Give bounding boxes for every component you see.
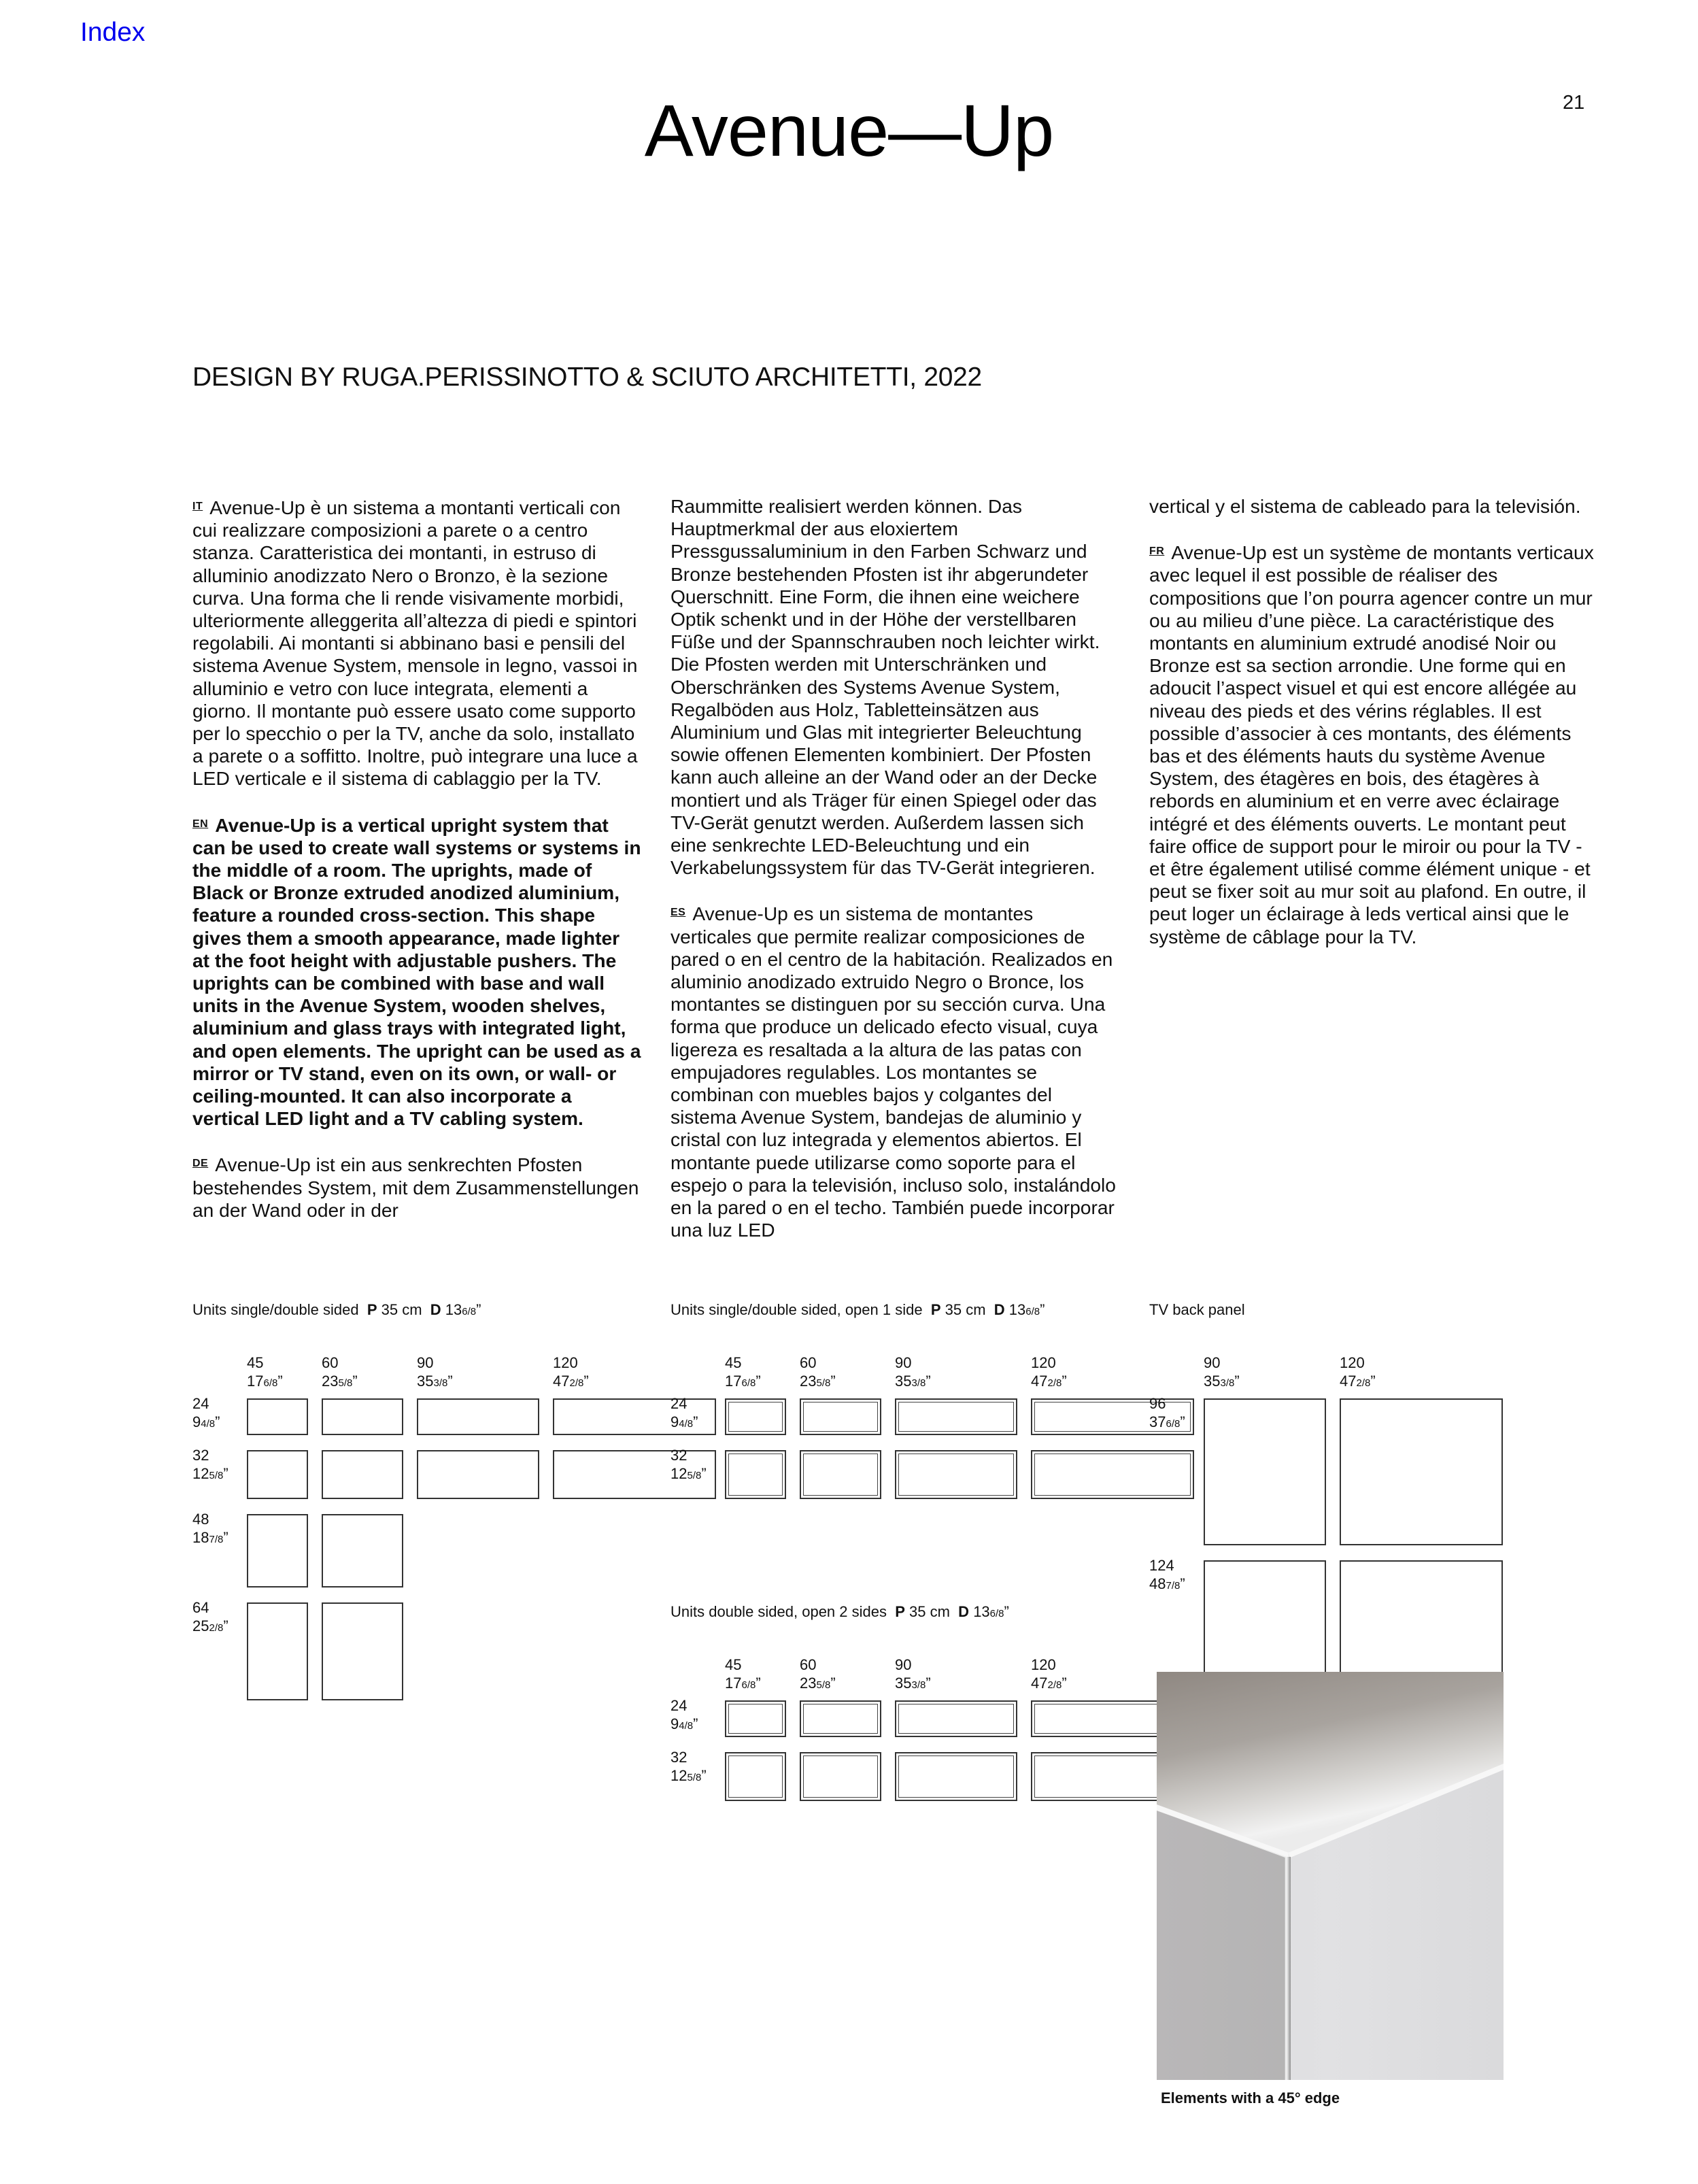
unit-box-90x32 xyxy=(417,1450,539,1499)
column-header-cm: 120 xyxy=(553,1354,578,1371)
row-header-inches-whole: 9 xyxy=(670,1715,679,1732)
unit-box-90x96 xyxy=(1204,1398,1326,1545)
unit-box-45x48 xyxy=(247,1514,308,1587)
unit-box-60x24 xyxy=(322,1398,403,1435)
column-header-cm: 60 xyxy=(322,1354,339,1371)
column-header-inches-whole: 17 xyxy=(725,1675,742,1692)
column-header-inches-whole: 35 xyxy=(895,1675,912,1692)
row-header-inches-fraction: 7/8 xyxy=(1166,1580,1181,1592)
row-header-inches-whole: 9 xyxy=(192,1413,201,1430)
description-fr-text: Avenue-Up est un système de montants verticaux avec lequel il est possible de réaliser des compositions que l’on pourra agencer contre un mur ou au milieu d’une pièce. La caractéristique des montants en aluminium extrudé anodisé Noir ou Bronze est sa section arrondie. Une forme qui en adoucit l’aspect visuel et qui est encore allégée au niveau des pieds et des vérins réglables. Il est possible d’associer à ces montants, des éléments bas et des éléments hauts du système Avenue System, des étagères en bois, des étagères à rebords en aluminium et en verre avec éclairage intégré et des éléments ouverts. Le montant peut faire office de support pour le miroir ou pour la TV - et être également utilisé comme élément unique - et peut se fixer soit au mur soit au plafond. En outre, il peut loger un éclairage à leds vertical ainsi que le système de câblage pour la TV. xyxy=(1149,541,1594,947)
column-header-inches xyxy=(553,1372,589,1392)
depth-d-whole: 13 xyxy=(441,1301,462,1318)
column-header-cm: 60 xyxy=(800,1354,817,1371)
language-tag-de: DE xyxy=(192,1158,209,1170)
column-header-cm: 120 xyxy=(1031,1354,1056,1371)
column-header-inch-mark: ” xyxy=(1370,1373,1376,1390)
unit-box-60x24 xyxy=(800,1398,881,1435)
unit-box-90x32 xyxy=(895,1450,1017,1499)
column-header xyxy=(725,1656,761,1694)
column-header-inches-whole: 35 xyxy=(1204,1373,1221,1390)
column-header-cm: 90 xyxy=(895,1354,912,1371)
unit-box-45x24 xyxy=(247,1398,308,1435)
language-tag-fr: FR xyxy=(1149,545,1165,558)
column-header-inches xyxy=(725,1674,761,1694)
column-header-inches-fraction: 5/8 xyxy=(816,1377,831,1389)
row-header xyxy=(670,1748,707,1787)
unit-box-60x24 xyxy=(800,1700,881,1737)
column-header-cm: 120 xyxy=(1031,1656,1056,1673)
grid-caption xyxy=(1149,1301,1245,1319)
column-header-inches-whole: 17 xyxy=(247,1373,264,1390)
description-en-text: Avenue-Up is a vertical upright system that can be used to create wall systems or systems in the middle of a room. The uprights, made of Black or Bronze extruded anodized aluminium, feature a rounded cross-section. This shape gives them a smooth appearance, made lighter at the foot height with adjustable pushers. The uprights can be combined with base and wall units in the Avenue System, wooden shelves, aluminium and glass trays with integrated light, and open elements. The upright can be used as a mirror or TV stand, even on its own, or wall- or ceiling-mounted. It can also incorporate a vertical LED light and a TV cabling system. xyxy=(192,813,641,1130)
row-header-inches-whole: 12 xyxy=(670,1465,687,1482)
column-header-cm: 45 xyxy=(725,1656,742,1673)
column-header-inches xyxy=(1204,1372,1240,1392)
column-header-inch-mark: ” xyxy=(277,1373,283,1390)
column-header-inches-whole: 23 xyxy=(322,1373,339,1390)
row-header-inch-mark: ” xyxy=(223,1529,228,1546)
row-header-inch-mark: ” xyxy=(215,1413,220,1430)
unit-box-45x64 xyxy=(247,1602,308,1700)
column-header-inch-mark: ” xyxy=(926,1675,931,1692)
column-header-inches-whole: 23 xyxy=(800,1675,817,1692)
column-header-inch-mark: ” xyxy=(926,1373,931,1390)
unit-box-90x24 xyxy=(417,1398,539,1435)
column-header-inch-mark: ” xyxy=(1062,1675,1067,1692)
unit-box-90x24 xyxy=(895,1700,1017,1737)
depth-d-fraction: 6/8 xyxy=(462,1306,477,1317)
text-column-2 xyxy=(670,495,1119,1264)
grid-caption xyxy=(192,1301,481,1319)
designer-credit: DESIGN BY RUGA.PERISSINOTTO & SCIUTO ARCHITETTI, 2022 xyxy=(192,363,982,392)
column-header-inch-mark: ” xyxy=(352,1373,358,1390)
column-header-inch-mark: ” xyxy=(755,1373,761,1390)
column-header-inches-fraction: 2/8 xyxy=(1356,1377,1371,1389)
column-header-inch-mark: ” xyxy=(830,1373,836,1390)
row-header-inches-whole: 9 xyxy=(670,1413,679,1430)
language-tag-en: EN xyxy=(192,818,209,830)
row-header-inches-fraction: 2/8 xyxy=(209,1622,224,1634)
unit-box-45x24 xyxy=(725,1398,786,1435)
column-header-inches-whole: 47 xyxy=(1031,1373,1048,1390)
column-header-inches-fraction: 3/8 xyxy=(1220,1377,1235,1389)
column-header-inch-mark: ” xyxy=(583,1373,589,1390)
column-header-inches-fraction: 5/8 xyxy=(816,1679,831,1691)
text-column-3 xyxy=(1149,495,1598,971)
description-it-text: Avenue-Up è un sistema a montanti verticali con cui realizzare composizioni a parete o a centro stanza. Caratteristica dei montanti, in estruso di alluminio anodizzato Nero o Bronzo, è la sezione curva. Una forma che li rende visivamente morbidi, ulteriormente alleggerita all’altezza di piedi e spintori regolabili. Ai montanti si abbinano basi e pensili del sistema Avenue System, mensole in legno, vassoi in alluminio e vetro con luce integrata, elementi a giorno. Il montante può essere usato come supporto per lo specchio o per la TV, anche da solo, installato a parete o a soffitto. Inoltre, può integrare una luce a LED verticale e il sistema di cablaggio per la TV. xyxy=(192,497,638,790)
dimension-grid-single-double-sided xyxy=(192,1301,589,1634)
column-header-cm: 45 xyxy=(725,1354,742,1371)
column-header-inches-fraction: 3/8 xyxy=(433,1377,448,1389)
depth-d-inch-mark: ” xyxy=(476,1301,481,1318)
column-header-inches xyxy=(322,1372,358,1392)
row-header-inches-fraction: 4/8 xyxy=(679,1720,694,1732)
row-header-inches-fraction: 4/8 xyxy=(201,1418,216,1430)
column-header-inches-whole: 23 xyxy=(800,1373,817,1390)
row-header-inches xyxy=(670,1464,707,1485)
depth-p-value: 35 cm xyxy=(377,1301,422,1318)
depth-d-inch-mark: ” xyxy=(1040,1301,1045,1318)
language-tag-es: ES xyxy=(670,907,686,919)
column-header-inches xyxy=(800,1372,836,1392)
description-de-continued xyxy=(670,495,1119,879)
row-header-inches xyxy=(670,1766,707,1787)
row-header-inch-mark: ” xyxy=(223,1465,228,1482)
depth-d-fraction: 6/8 xyxy=(989,1608,1004,1619)
column-header-inches xyxy=(895,1372,931,1392)
row-header-cm: 48 xyxy=(192,1511,209,1528)
depth-p-label: P xyxy=(895,1603,905,1620)
dimension-grid-open-2-sides xyxy=(670,1603,1067,1784)
depth-d-whole: 13 xyxy=(1004,1301,1026,1318)
column-header-inches-fraction: 3/8 xyxy=(911,1679,926,1691)
column-header xyxy=(895,1656,931,1694)
depth-p-label: P xyxy=(930,1301,941,1318)
column-header xyxy=(417,1354,453,1392)
row-header-inches xyxy=(670,1715,698,1735)
row-header-cm: 24 xyxy=(670,1697,687,1714)
row-header xyxy=(1149,1556,1185,1595)
column-header-inch-mark: ” xyxy=(1234,1373,1240,1390)
column-header-cm: 45 xyxy=(247,1354,264,1371)
row-header xyxy=(192,1598,228,1637)
column-header xyxy=(725,1354,761,1392)
depth-d-fraction: 6/8 xyxy=(1025,1306,1040,1317)
unit-box-90x32 xyxy=(895,1752,1017,1801)
column-header xyxy=(1204,1354,1240,1392)
column-header-inches xyxy=(1031,1674,1067,1694)
column-header xyxy=(895,1354,931,1392)
unit-box-60x48 xyxy=(322,1514,403,1587)
grid-caption-title: TV back panel xyxy=(1149,1301,1245,1318)
column-header xyxy=(800,1656,836,1694)
row-header xyxy=(670,1446,707,1485)
description-de-start xyxy=(192,1152,641,1222)
row-header xyxy=(192,1510,228,1549)
column-header-inches-fraction: 3/8 xyxy=(911,1377,926,1389)
column-header-inches xyxy=(1031,1372,1067,1392)
row-header xyxy=(1149,1394,1185,1433)
column-header-inches-whole: 35 xyxy=(895,1373,912,1390)
row-header-inch-mark: ” xyxy=(701,1465,707,1482)
unit-box-120x96 xyxy=(1340,1398,1503,1545)
description-de-text-2: Raummitte realisiert werden können. Das Hauptmerkmal der aus eloxiertem Pressgussaluminium in den Farben Schwarz und Bronze bestehenden Pfosten ist ihr abgerundeter Querschnitt. Eine Form, die ihnen eine weichere Optik schenkt und in der Höhe der verstellbaren Füße und der Spannschrauben noch leichter wirkt. Die Pfosten werden mit Unterschränken und Oberschränken des Systems Avenue System, Regalböden aus Holz, Tabletteinsätzen aus Aluminium und Glas mit integrierter Beleuchtung sowie offenen Elementen kombiniert. Der Pfosten kann auch alleine an der Wand oder an der Decke montiert und als Träger für einen Spiegel oder das TV-Gerät genutzt werden. Außerdem lassen sich eine senkrechte LED-Beleuchtung und ein Verkabelungssystem für das TV-Gerät integrieren. xyxy=(670,495,1100,879)
column-header xyxy=(1031,1354,1067,1392)
column-header-inches-fraction: 6/8 xyxy=(263,1377,278,1389)
depth-d-whole: 13 xyxy=(969,1603,990,1620)
column-header-cm: 60 xyxy=(800,1656,817,1673)
row-header-inch-mark: ” xyxy=(701,1767,707,1784)
grid-caption-title: Units single/double sided, open 1 side xyxy=(670,1301,923,1318)
column-header xyxy=(1031,1656,1067,1694)
product-photo-45-degree-edge xyxy=(1157,1672,1504,2080)
row-header-inch-mark: ” xyxy=(693,1715,698,1732)
grid-caption xyxy=(670,1603,1009,1621)
column-header-inch-mark: ” xyxy=(1062,1373,1067,1390)
row-header-cm: 96 xyxy=(1149,1395,1166,1412)
index-link[interactable]: Index xyxy=(80,18,146,47)
page-title: Avenue—Up xyxy=(644,89,1054,171)
row-header xyxy=(670,1394,698,1433)
depth-d-label: D xyxy=(422,1301,441,1318)
description-es-start xyxy=(670,901,1119,1241)
row-header-inches-whole: 25 xyxy=(192,1617,209,1634)
depth-d-label: D xyxy=(985,1301,1005,1318)
depth-d-label: D xyxy=(949,1603,970,1620)
column-header-inches xyxy=(800,1674,836,1694)
row-header-inches xyxy=(192,1413,220,1433)
row-header xyxy=(192,1446,228,1485)
description-en xyxy=(192,813,641,1130)
row-header-inches xyxy=(192,1617,228,1637)
row-header-inches xyxy=(192,1528,228,1549)
column-header-inches-fraction: 5/8 xyxy=(338,1377,353,1389)
row-header-cm: 64 xyxy=(192,1599,209,1616)
column-header xyxy=(800,1354,836,1392)
row-header-cm: 32 xyxy=(670,1749,687,1766)
description-es-text-1: Avenue-Up es un sistema de montantes verticales que permite realizar composiciones de pared o en el centro de la habitación. Realizados en aluminio anodizado extruido Negro o Bronce, los montantes se distinguen por su sección curva. Una forma que produce un delicado efecto visual, cuya ligereza es resaltada a la altura de las patas con empujadores regulables. Los montantes se combinan con muebles bajos y colgantes del sistema Avenue System, bandejas de aluminio y cristal con luz integrada y elementos abiertos. El montante puede utilizarse como soporte para el espejo o para la televisión, incluso solo, instalándolo en la pared o en el techo. También puede incorporar una luz LED xyxy=(670,903,1116,1241)
depth-p-value: 35 cm xyxy=(940,1301,986,1318)
column-header-inches xyxy=(895,1674,931,1694)
unit-box-60x32 xyxy=(322,1450,403,1499)
column-header-inches xyxy=(247,1372,283,1392)
row-header-inches xyxy=(1149,1575,1185,1595)
column-header-inches-whole: 47 xyxy=(1340,1373,1357,1390)
column-header-inches-fraction: 2/8 xyxy=(1047,1679,1062,1691)
row-header-inches-fraction: 5/8 xyxy=(209,1470,224,1481)
row-header-inches xyxy=(1149,1413,1185,1433)
photo-caption: Elements with a 45° edge xyxy=(1161,2089,1340,2106)
text-column-1 xyxy=(192,495,641,1244)
column-header-inches-fraction: 2/8 xyxy=(1047,1377,1062,1389)
column-header-inches-whole: 35 xyxy=(417,1373,434,1390)
column-header-inches-whole: 47 xyxy=(553,1373,570,1390)
column-header-cm: 90 xyxy=(417,1354,434,1371)
grid-caption-title: Units double sided, open 2 sides xyxy=(670,1603,887,1620)
depth-p-label: P xyxy=(367,1301,377,1318)
row-header-inches-whole: 12 xyxy=(192,1465,209,1482)
unit-box-120x32 xyxy=(1031,1450,1194,1499)
column-header-inches xyxy=(417,1372,453,1392)
column-header-inches xyxy=(1340,1372,1376,1392)
dimension-grid-open-1-side xyxy=(670,1301,1067,1482)
unit-box-45x24 xyxy=(725,1700,786,1737)
unit-box-45x32 xyxy=(725,1752,786,1801)
row-header-inches-fraction: 4/8 xyxy=(679,1418,694,1430)
row-header-inches-fraction: 7/8 xyxy=(209,1534,224,1545)
description-es-continued xyxy=(1149,495,1598,518)
column-header-inch-mark: ” xyxy=(755,1675,761,1692)
row-header-cm: 24 xyxy=(192,1395,209,1412)
depth-p-value: 35 cm xyxy=(904,1603,950,1620)
grid-caption xyxy=(670,1301,1045,1319)
unit-box-60x32 xyxy=(800,1752,881,1801)
unit-box-90x24 xyxy=(895,1398,1017,1435)
column-header-inches xyxy=(725,1372,761,1392)
unit-box-45x32 xyxy=(247,1450,308,1499)
row-header-cm: 124 xyxy=(1149,1557,1174,1574)
row-header-inch-mark: ” xyxy=(1180,1413,1185,1430)
unit-box-45x32 xyxy=(725,1450,786,1499)
column-header xyxy=(322,1354,358,1392)
dimension-grid-tv-back-panel xyxy=(1149,1301,1376,1592)
row-header-inches-whole: 18 xyxy=(192,1529,209,1546)
column-header-inches-whole: 47 xyxy=(1031,1675,1048,1692)
row-header-inch-mark: ” xyxy=(1180,1575,1185,1592)
unit-box-60x64 xyxy=(322,1602,403,1700)
row-header-cm: 24 xyxy=(670,1395,687,1412)
description-es-text-2: vertical y el sistema de cableado para la televisión. xyxy=(1149,495,1581,517)
column-header-cm: 90 xyxy=(1204,1354,1221,1371)
column-header-inches-fraction: 2/8 xyxy=(569,1377,584,1389)
description-de-text-1: Avenue-Up ist ein aus senkrechten Pfosten bestehendes System, mit dem Zusammenstellungen an der Wand oder in der xyxy=(192,1154,639,1221)
row-header-inches-whole: 48 xyxy=(1149,1575,1166,1592)
row-header-cm: 32 xyxy=(192,1447,209,1464)
column-header-inch-mark: ” xyxy=(447,1373,453,1390)
column-header-cm: 120 xyxy=(1340,1354,1365,1371)
row-header xyxy=(670,1696,698,1735)
row-header xyxy=(192,1394,220,1433)
description-it xyxy=(192,495,641,790)
column-header xyxy=(553,1354,589,1392)
column-header-cm: 90 xyxy=(895,1656,912,1673)
row-header-inches xyxy=(670,1413,698,1433)
language-tag-it: IT xyxy=(192,501,203,512)
row-header-inches-fraction: 6/8 xyxy=(1166,1418,1181,1430)
row-header-inch-mark: ” xyxy=(223,1617,228,1634)
column-header xyxy=(1340,1354,1376,1392)
column-header xyxy=(247,1354,283,1392)
column-header-inch-mark: ” xyxy=(830,1675,836,1692)
photo-vertical-edge xyxy=(1287,1857,1291,2080)
row-header-inches-whole: 12 xyxy=(670,1767,687,1784)
row-header-inches xyxy=(192,1464,228,1485)
row-header-inches-fraction: 5/8 xyxy=(687,1470,702,1481)
column-header-inches-fraction: 6/8 xyxy=(741,1377,756,1389)
description-fr xyxy=(1149,540,1598,948)
row-header-inch-mark: ” xyxy=(693,1413,698,1430)
row-header-inches-fraction: 5/8 xyxy=(687,1772,702,1783)
row-header-inches-whole: 37 xyxy=(1149,1413,1166,1430)
column-header-inches-fraction: 6/8 xyxy=(741,1679,756,1691)
unit-box-60x32 xyxy=(800,1450,881,1499)
row-header-cm: 32 xyxy=(670,1447,687,1464)
depth-d-inch-mark: ” xyxy=(1004,1603,1009,1620)
grid-caption-title: Units single/double sided xyxy=(192,1301,359,1318)
page-number: 21 xyxy=(1563,92,1585,114)
column-header-inches-whole: 17 xyxy=(725,1373,742,1390)
